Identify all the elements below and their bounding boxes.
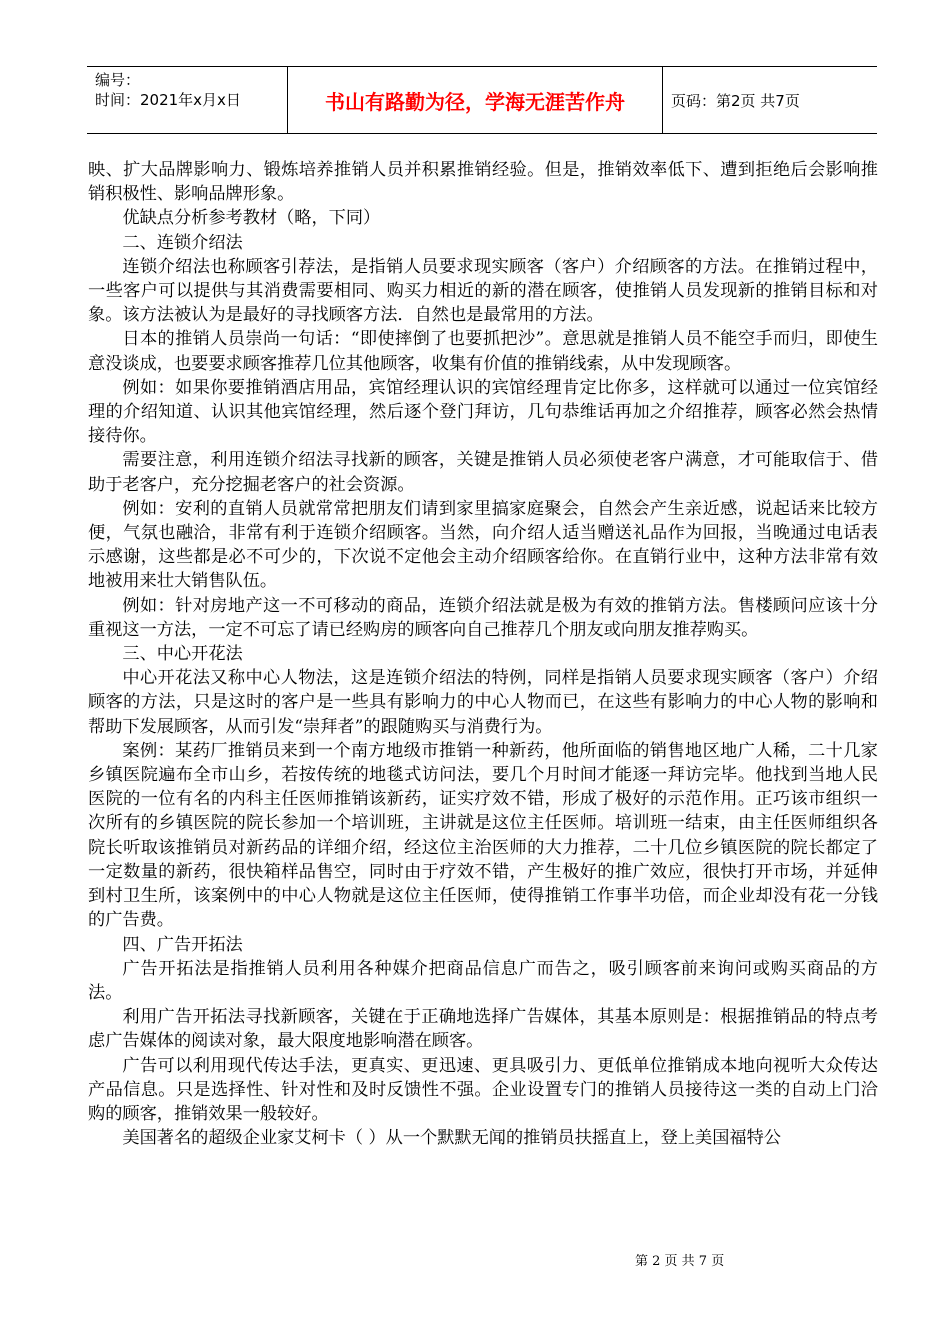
- paragraph: 优缺点分析参考教材（略，下同）: [122, 208, 381, 229]
- header-meta: [87, 67, 287, 133]
- number-label: 编号：: [95, 71, 141, 89]
- document-header: [87, 66, 877, 134]
- header-page-label: 页码：第2页 共7页: [671, 91, 800, 110]
- paragraph: 美国著名的超级企业家艾柯卡（ ）从一个默默无闻的推销员扶摇直上，登上美国福特公: [122, 1128, 781, 1149]
- paragraph: 例如：如果你要推销酒店用品，宾馆经理认识的宾馆经理肯定比你多，这样就可以通过一位宾馆经理的介绍知道、认识其他宾馆经理，然后逐个登门拜访，几句恭维话再加之介绍推荐，顾客必然会热情接待你。: [88, 377, 878, 447]
- paragraph: 需要注意，利用连锁介绍法寻找新的顾客，关键是推销人员必须使老客户满意，才可能取信于、借助于老客户，充分挖掘老客户的社会资源。: [88, 450, 878, 495]
- page-footer: 第 2 页 共 7 页: [635, 1254, 725, 1269]
- header-slogan: 书山有路勤为径，学海无涯苦作舟: [287, 67, 663, 133]
- paragraph: 日本的推销人员崇尚一句话：“即使摔倒了也要抓把沙”。意思就是推销人员不能空手而归，即使生意没谈成，也要要求顾客推荐几位其他顾客，收集有价值的推销线索，从中发现顾客。: [88, 329, 878, 374]
- paragraph: 中心开花法又称中心人物法，这是连锁介绍法的特例，同样是指销人员要求现实顾客（客户）介绍顾客的方法，只是这时的客户是一些具有影响力的中心人物而已，在这些有影响力的中心人物的影响和帮助下发展顾客，从而引发“崇拜者”的跟随购买与消费行为。: [88, 668, 878, 737]
- paragraph: 连锁介绍法也称顾客引荐法，是指销人员要求现实顾客（客户）介绍顾客的方法。在推销过程中，一些客户可以提供与其消费需要相同、购买力相近的新的潜在顾客，使推销人员发现新的推销目标和对象。该方法被认为是最好的寻找顾客方法．自然也是最常用的方法。: [88, 256, 878, 326]
- paragraph: 例如：安利的直销人员就常常把朋友们请到家里搞家庭聚会，自然会产生亲近感，说起话来比较方便，气氛也融洽，非常有利于连锁介绍顾客。当然，向介绍人适当赠送礼品作为回报，当晚通过电话表示感谢，这些都是必不可少的，下次说不定他会主动介绍顾客给你。在直销行业中，这种方法非常有效地被用来壮大销售队伍。: [88, 498, 878, 592]
- paragraph: 广告可以利用现代传达手法，更真实、更迅速、更具吸引力、更低单位推销成本地向视听大众传达产品信息。只是选择性、针对性和及时反馈性不强。企业设置专门的推销人员接待这一类的自动上门洽购的顾客，推销效果一般较好。: [88, 1055, 878, 1124]
- section-heading: 四、广告开拓法: [122, 934, 243, 955]
- time-label: 时间：2021年x月x日: [95, 91, 241, 109]
- paragraph: 例如：针对房地产这一不可移动的商品，连锁介绍法就是极为有效的推销方法。售楼顾问应该十分重视这一方法，一定不可忘了请已经购房的顾客向自己推荐几个朋友或向朋友推荐购买。: [88, 595, 878, 640]
- paragraph: 案例：某药厂推销员来到一个南方地级市推销一种新药，他所面临的销售地区地广人稀，二十几家乡镇医院遍布全市山乡，若按传统的地毯式访问法，要几个月时间才能逐一拜访完毕。他找到当地人民医院的一位有名的内科主任医师推销该新药，证实疗效不错，形成了极好的示范作用。正巧该市组织一次所有的乡镇医院的院长参加一个培训班，主讲就是这位主任医师。培训班一结束，由主任医师组织各院长听取该推销员对新药品的详细介绍，经这位主治医师的大力推荐，二十几位乡镇医院的院长都定了一定数量的新药，很快箱样品售空，同时由于疗效不错，产生极好的推广效应，很快打开市场，并延伸到村卫生所，该案例中的中心人物就是这位主任医师，使得推销工作事半功倍，而企业却没有花一分钱的广告费。: [88, 740, 878, 931]
- paragraph: 广告开拓法是指推销人员利用各种媒介把商品信息广而告之，吸引顾客前来询问或购买商品的方法。: [88, 958, 878, 1003]
- section-heading: 三、中心开花法: [122, 644, 243, 665]
- paragraph: 映、扩大品牌影响力、锻炼培养推销人员并积累推销经验。但是，推销效率低下、遭到拒绝后会影响推销积极性、影响品牌形象。: [88, 160, 878, 205]
- paragraph: 利用广告开拓法寻找新顾客，关键在于正确地选择广告媒体，其基本原则是：根据推销品的特点考虑广告媒体的阅读对象，最大限度地影响潜在顾客。: [88, 1007, 878, 1052]
- section-heading: 二、连锁介绍法: [122, 232, 243, 253]
- document-body: [88, 158, 878, 1150]
